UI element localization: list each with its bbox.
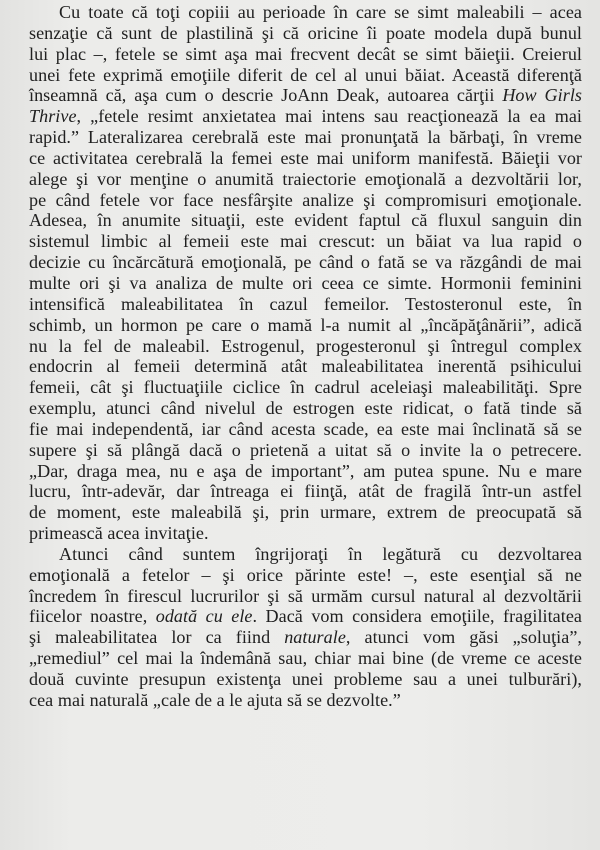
text-line: senzaţie că sunt de plastilină şi că oricine îi poate modela după bunul xyxy=(29,22,582,43)
italic-emphasis: How Girls xyxy=(502,85,582,106)
text-line: alege şi vor menţine o anumită traiectorie emoţională a dezvoltării lor, xyxy=(29,168,582,189)
text-line: „remediul” cel mai la îndemână sau, chiar mai bine (de vreme ce aceste xyxy=(29,648,582,669)
paragraph xyxy=(29,2,582,544)
text-line: rapid.” Lateralizarea cerebrală este mai pronunţată la bărbaţi, în vreme xyxy=(29,127,582,148)
text-line: Adesea, în anumite situaţii, este evident faptul că fluxul sanguin din xyxy=(29,210,582,231)
text-line: lucru, într-adevăr, dar întreaga ei fiinţă, atât de fragilă într-un astfel xyxy=(29,481,582,502)
text-line: decizie cu încărcătură emoţională, pe când o fată se va răzgândi de mai xyxy=(29,252,582,273)
text-line: şi maleabilitatea lor ca fiind naturale, atunci vom găsi „soluţia”, xyxy=(29,627,582,648)
text-line: „Dar, draga mea, nu e aşa de important”, am putea spune. Nu e mare xyxy=(29,460,582,481)
text-line: femeii, cât şi fluctuaţiile ciclice în cadrul aceleiaşi maleabilităţi. Spre xyxy=(29,377,582,398)
text-line: înseamnă că, aşa cum o descrie JoAnn Deak, autoarea cărţii How Girls xyxy=(29,85,582,106)
text-line: nu la fel de maleabil. Estrogenul, progesteronul şi întregul complex xyxy=(29,335,582,356)
body-text xyxy=(29,2,582,711)
text-line: două cuvinte presupun existenţa unei probleme sau a unei tulburări), xyxy=(29,669,582,689)
text-line: lui plac –, fetele se simt aşa mai frecvent decât se simt băieţii. Creierul xyxy=(29,43,582,64)
text-line: sistemul limbic al femeii este mai crescut: un băiat va lua rapid o xyxy=(29,231,582,252)
text-line: primească acea invitaţie. xyxy=(29,523,209,544)
text-line: Thrive, „fetele resimt anxietatea mai intens sau reacţionează la ea mai xyxy=(29,106,582,127)
italic-emphasis: Thrive xyxy=(29,106,77,127)
text-line: ce activitatea cerebrală la femei este mai uniform manifestă. Băieţii vor xyxy=(29,147,582,168)
text-line: exemplu, atunci când nivelul de estrogen este ridicat, o fată tinde să xyxy=(29,398,582,419)
text-line: de moment, este maleabilă şi, prin urmare, extrem de preocupată să xyxy=(29,502,582,523)
text-line: fiicelor noastre, odată cu ele. Dacă vom considera emoţiile, fragilitatea xyxy=(29,606,582,627)
text-line: Cu toate că toţi copiii au perioade în care se simt maleabili – acea xyxy=(59,2,582,22)
text-line: endocrin al femeii determină atât maleabilitatea inerentă psihicului xyxy=(29,356,582,377)
text-line: pe când fetele vor face nesfârşite analize şi compromisuri emoţionale. xyxy=(29,189,582,210)
text-line: fie mai independentă, iar când acesta scade, ea este mai înclinată să se xyxy=(29,418,582,439)
paragraph xyxy=(29,544,582,711)
text-line: cea mai naturală „cale de a le ajuta să se dezvolte.” xyxy=(29,689,401,710)
text-line: intensifică maleabilitatea în cazul femeilor. Testosteronul este, în xyxy=(29,293,582,314)
text-line: emoţională a fetelor – şi orice părinte este! –, este esenţial să ne xyxy=(29,564,582,585)
italic-emphasis: odată cu ele xyxy=(155,606,253,627)
text-line: schimb, un hormon pe care o mamă l-a numit al „încăpăţânării”, adică xyxy=(29,314,582,335)
text-line: supere şi să plângă dacă o prietenă a uitat să o invite la o petrecere. xyxy=(29,439,582,460)
text-line: multe ori şi va analiza de multe ori ceea ce simte. Hormonii feminini xyxy=(29,272,582,293)
text-line: unei fete exprimă emoţiile diferit de cel al unui băiat. Această diferenţă xyxy=(29,64,582,85)
text-line: încredem în firescul lucrurilor şi să urmăm cursul natural al dezvoltării xyxy=(29,585,582,606)
italic-emphasis: naturale xyxy=(284,627,346,648)
text-line: Atunci când suntem îngrijoraţi în legătură cu dezvoltarea xyxy=(59,543,582,564)
